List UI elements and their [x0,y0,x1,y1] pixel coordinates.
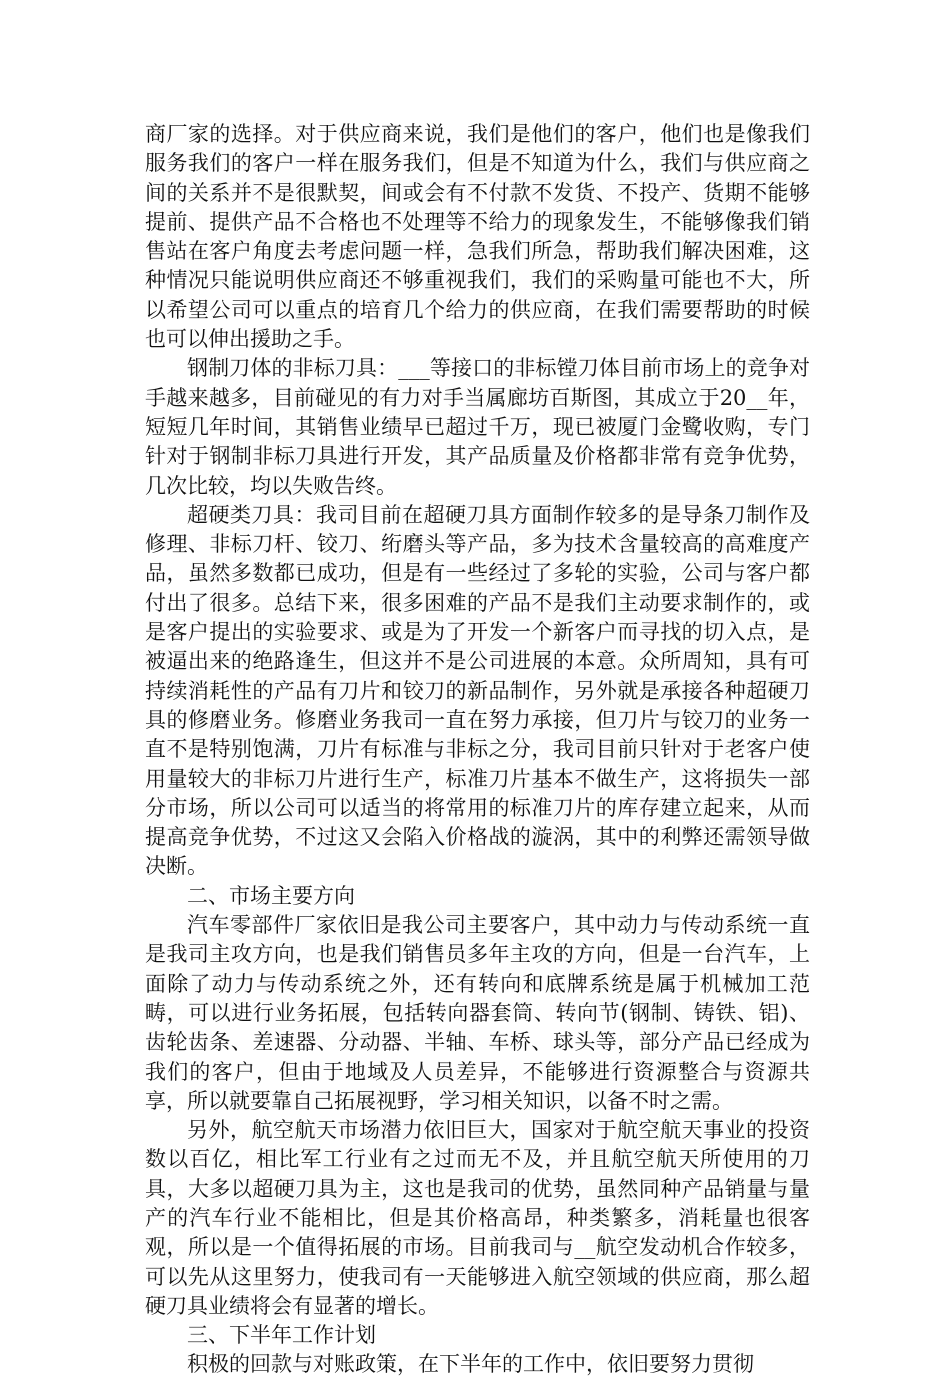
paragraph-collection-policy: 积极的回款与对账政策，在下半年的工作中，依旧要努力贯彻 [187,1352,754,1377]
paragraph-steel-nonstandard-tools: 钢制刀体的非标刀具：___等接口的非标镗刀体目前市场上的竞争对手越来越多，目前碰见的有力对手当属廊坊百斯图，其成立于20__年，短短几年时间，其销售业绩早已超过千万，现已被厦门金鹭收购，专门针对于钢制非标刀具进行开发，其产品质量及价格都非常有竞争优势，几次比较，均以失败告终。 [145,356,810,498]
section-heading-work-plan: 三、下半年工作计划 [187,1323,376,1348]
paragraph-auto-parts-market: 汽车零部件厂家依旧是我公司主要客户，其中动力与传动系统一直是我司主攻方向，也是我们销售员多年主攻的方向，但是一台汽车，上面除了动力与传动系统之外，还有转向和底牌系统是属于机械加工范畴，可以进行业务拓展，包括转向器套筒、转向节(钢制、铸铁、铝)、齿轮齿条、差速器、分动器、半轴、车桥、球头等，部分产品已经成为我们的客户，但由于地域及人员差异，不能够进行资源整合与资源共享，所以就要靠自己拓展视野，学习相关知识，以备不时之需。 [145,913,810,1113]
section-heading-market-direction: 二、市场主要方向 [187,883,355,908]
paragraph-aerospace-market: 另外，航空航天市场潜力依旧巨大，国家对于航空航天事业的投资数以百亿，相比军工行业有之过而无不及，并且航空航天所使用的刀具，大多以超硬刀具为主，这也是我司的优势，虽然同种产品销量与量产的汽车行业不能相比，但是其价格高昂，种类繁多，消耗量也很客观，所以是一个值得拓展的市场。目前我司与__航空发动机合作较多，可以先从这里努力，使我司有一天能够进入航空领域的供应商，那么超硬刀具业绩将会有显著的增长。 [145,1118,810,1318]
document-page [145,120,810,1380]
paragraph-supplier-relations: 商厂家的选择。对于供应商来说，我们是他们的客户，他们也是像我们服务我们的客户一样在服务我们，但是不知道为什么，我们与供应商之间的关系并不是很默契，间或会有不付款不发货、不投产、货期不能够提前、提供产品不合格也不处理等不给力的现象发生，不能够像我们销售站在客户角度去考虑问题一样，急我们所急，帮助我们解决困难，这种情况只能说明供应商还不够重视我们，我们的采购量可能也不大，所以希望公司可以重点的培育几个给力的供应商，在我们需要帮助的时候也可以伸出援助之手。 [145,122,810,352]
paragraph-superhard-tools: 超硬类刀具：我司目前在超硬刀具方面制作较多的是导条刀制作及修理、非标刀杆、铰刀、绗磨头等产品，多为技术含量较高的高难度产品，虽然多数都已成功，但是有一些经过了多轮的实验，公司与客户都付出了很多。总结下来，很多困难的产品不是我们主动要求制作的，或是客户提出的实验要求、或是为了开发一个新客户而寻找的切入点，是被逼出来的绝路逢生，但这并不是公司进展的本意。众所周知，具有可持续消耗性的产品有刀片和铰刀的新品制作，另外就是承接各种超硬刀具的修磨业务。修磨业务我司一直在努力承接，但刀片与铰刀的业务一直不是特别饱满，刀片有标准与非标之分，我司目前只针对于老客户使用量较大的非标刀片进行生产，标准刀片基本不做生产，这将损失一部分市场，所以公司可以适当的将常用的标准刀片的库存建立起来，从而提高竞争优势，不过这又会陷入价格战的漩涡，其中的利弊还需领导做决断。 [145,502,810,879]
